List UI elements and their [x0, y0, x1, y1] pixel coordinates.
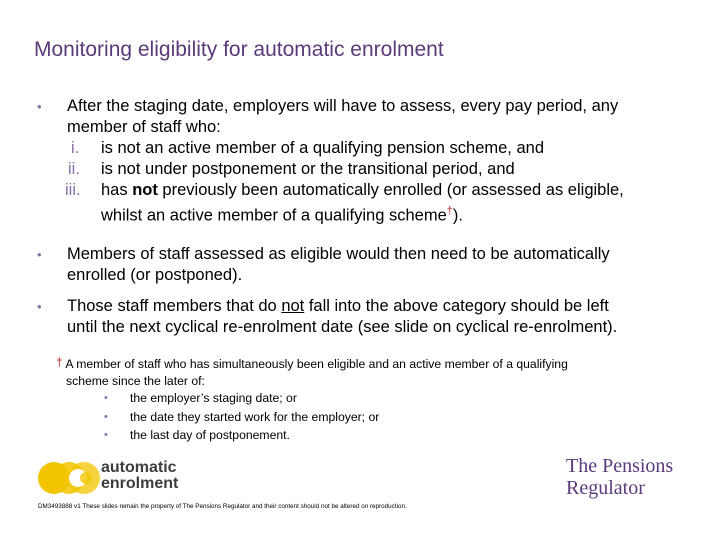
bullet-lead-line: After the staging date, employers will have to assess, every pay period, any	[67, 97, 619, 115]
emphasis-not: not	[132, 181, 158, 199]
list-text	[101, 180, 701, 201]
list-item	[67, 138, 707, 159]
bullet-dot: •	[104, 392, 108, 404]
footnote-text: A member of staff who has simultaneously been eligible and an active member of a qualifying	[62, 357, 568, 371]
list-text-part: whilst an active member of a qualifying scheme	[101, 206, 447, 225]
bullet-line: Members of staff assessed as eligible would then need to be automatically	[67, 245, 610, 263]
list-item-continuation	[67, 201, 707, 225]
footnote-line: scheme since the later of:	[66, 374, 205, 388]
bullet-lead-line-2: member of staff who:	[67, 118, 221, 136]
list-numeral: iii.	[65, 181, 81, 199]
list-text: the date they started work for the employer; or	[130, 409, 380, 424]
list-numeral: ii.	[68, 160, 80, 178]
bullet-text	[65, 96, 707, 225]
list-text	[101, 201, 701, 227]
bullet-dot: •	[37, 99, 42, 114]
bullet-dot: •	[104, 410, 108, 423]
bullet-line-part: Those staff members that do	[67, 297, 282, 315]
list-text: is not under postponement or the transitional period, and	[101, 160, 515, 178]
logo-line: enrolment	[101, 475, 179, 492]
list-item	[104, 390, 720, 409]
bullet-text	[67, 296, 707, 338]
logo-line: Regulator	[566, 477, 645, 499]
list-text: is not an active member of a qualifying pension scheme, and	[101, 139, 545, 157]
bullet-text	[67, 244, 707, 286]
bullet-line: until the next cyclical re-enrolment date (see slide on cyclical re-enrolment).	[67, 318, 618, 336]
pensions-regulator-logo	[566, 455, 673, 499]
bullet-line-part: fall into the above category should be left	[304, 297, 609, 315]
list-item	[104, 427, 720, 446]
automatic-enrolment-logo	[38, 460, 198, 500]
footnote	[56, 354, 676, 446]
logo-line: automatic	[101, 459, 177, 476]
list-text-part: ).	[452, 206, 463, 225]
bullet-dot: •	[104, 429, 108, 441]
bullet-dot: •	[37, 247, 42, 262]
emphasis-not: not	[281, 297, 305, 315]
circles-logo-icon	[38, 460, 102, 496]
roman-list	[65, 138, 707, 225]
list-item	[104, 409, 720, 428]
automatic-enrolment-wordmark	[101, 460, 178, 492]
bullet-dot: •	[37, 299, 42, 314]
logo-line: The Pensions	[566, 455, 674, 477]
list-text: the last day of postponement.	[130, 428, 290, 442]
dagger-mark: †	[56, 355, 63, 369]
bullet-line	[67, 296, 707, 317]
list-numeral: i.	[71, 139, 80, 157]
footnote-line	[56, 354, 676, 373]
list-text-part: previously been automatically enrolled (or assessed as eligible,	[157, 181, 624, 199]
bullet-line: enrolled (or postponed).	[67, 266, 243, 284]
footnote-list	[104, 390, 720, 446]
list-item	[67, 180, 707, 201]
disclaimer: DM3493888 v1 These slides remain the property of The Pensions Regulator and their content should not be altered on reproduction.	[38, 503, 407, 510]
list-text: the employer’s staging date; or	[130, 391, 297, 405]
list-item	[67, 159, 707, 180]
list-text-part: has	[101, 181, 133, 199]
dagger-mark: †	[446, 205, 453, 217]
slide-title: Monitoring eligibility for automatic enrolment	[34, 38, 444, 61]
